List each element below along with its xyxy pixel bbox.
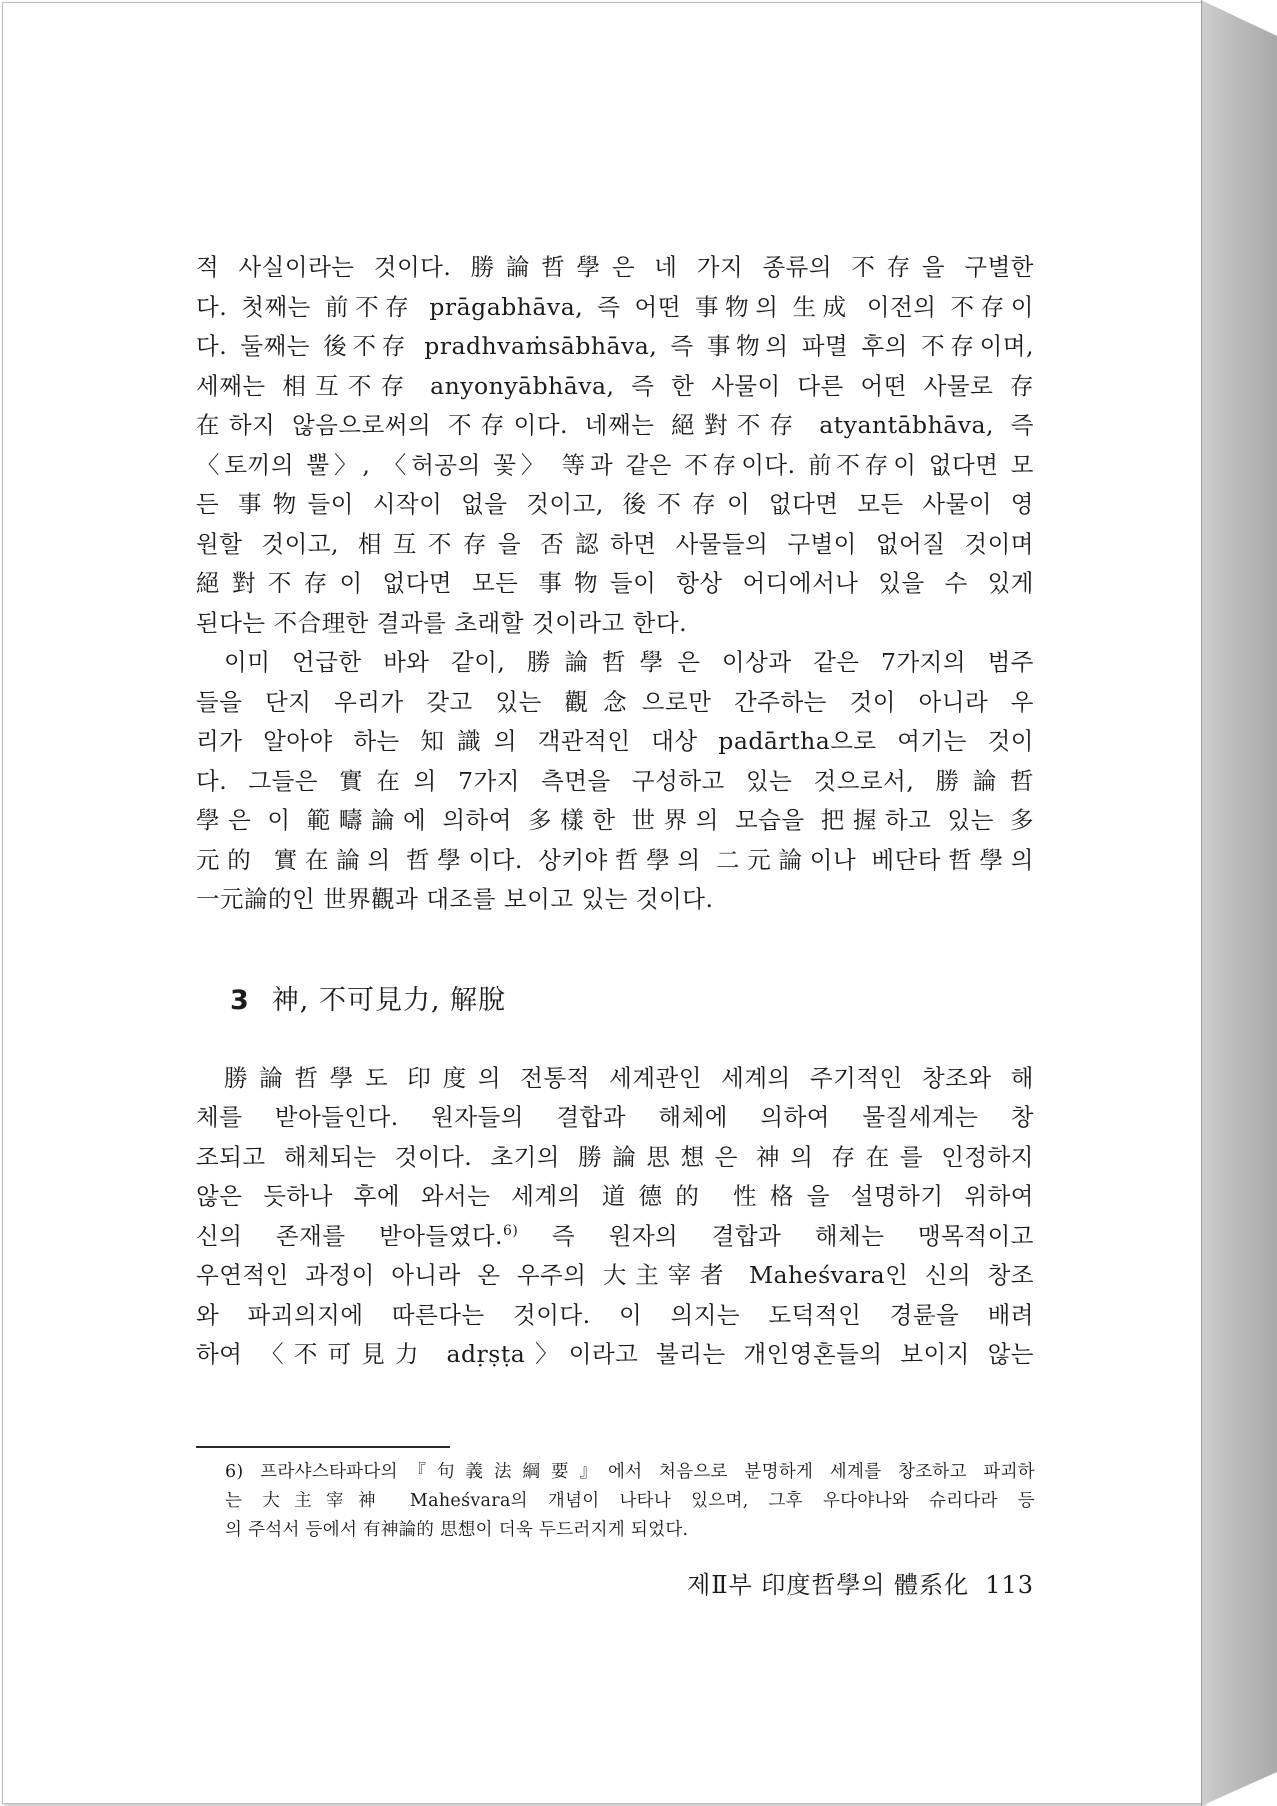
section-title: 神, 不可見力, 解脫 — [271, 984, 507, 1016]
text-line: 〈토끼의 뿔〉, 〈허공의 꽃〉 等과 같은 不存이다. 前不存이 없다면 모 — [196, 450, 1034, 479]
page-number: 113 — [985, 1571, 1034, 1599]
text-line: 조되고 해체되는 것이다. 초기의 勝論思想은 神의 存在를 인정하지 — [196, 1142, 1034, 1171]
text-line: 다. 그들은 實在의 7가지 측면을 구성하고 있는 것으로서, 勝論哲 — [196, 766, 1034, 795]
footnote-line: 의 주석서 등에서 有神論的 思想이 더욱 두드러지게 되었다. — [225, 1520, 689, 1540]
body-text — [196, 248, 1034, 1375]
text-fragment: 신의 존재를 받아들였다. — [196, 1221, 504, 1250]
text-line-with-note — [196, 1217, 1034, 1257]
section-heading — [230, 978, 1034, 1017]
text-line: 원할 것이고, 相互不存을 否認하면 사물들의 구별이 없어질 것이며 — [196, 529, 1034, 558]
text-line: 리가 알아야 하는 知識의 객관적인 대상 padārtha으로 여기는 것이 — [196, 727, 1034, 755]
text-line: 않은 듯하나 후에 와서는 세계의 道德的 性格을 설명하기 위하여 — [196, 1182, 1034, 1210]
text-line: 在하지 않음으로써의 不存이다. 네째는 絕對不存 atyantābhāva, 즉 — [196, 411, 1034, 439]
text-line: 學은 이 範疇論에 의하여 多樣한 世界의 모습을 把握하고 있는 多 — [196, 806, 1034, 834]
text-line: 하여 〈不可見力 adṛṣṭa〉이라고 불리는 개인영혼들의 보이지 않는 — [196, 1340, 1034, 1368]
footnote-rule — [196, 1446, 450, 1448]
footnote-line: 는 大主宰神 Maheśvara의 개념이 나타나 있으며, 그후 우다야나와 슈리다라 등 — [225, 1491, 1035, 1511]
paragraph-2 — [196, 643, 1034, 920]
footnote — [225, 1458, 1035, 1545]
page-edge-line — [1201, 0, 1202, 1806]
page-edge — [1201, 0, 1277, 1806]
text-line: 一元論的인 世界觀과 대조를 보이고 있는 것이다. — [196, 885, 714, 913]
text-line: 적 사실이라는 것이다. 勝論哲學은 네 가지 종류의 不存을 구별한 — [196, 253, 1034, 281]
text-line: 우연적인 과정이 아니라 온 우주의 大主宰者 Maheśvara인 신의 창조 — [196, 1261, 1034, 1289]
footnote-line: 6) 프라샤스타파다의『句義法綱要』에서 처음으로 분명하게 세계를 창조하고 파괴하 — [225, 1462, 1035, 1482]
paragraph-1 — [196, 248, 1034, 643]
text-line: 다. 첫째는 前不存 prāgabhāva, 즉 어떤 事物의 生成 이전의 不存이 — [196, 292, 1034, 321]
paragraph-3 — [196, 1059, 1034, 1375]
running-head: 제Ⅱ부 印度哲學의 體系化 — [687, 1571, 970, 1599]
text-line: 된다는 不合理한 결과를 초래할 것이라고 한다. — [196, 608, 688, 637]
text-line: 이미 언급한 바와 같이, 勝論哲學은 이상과 같은 7가지의 범주 — [224, 648, 1034, 676]
text-fragment: 즉 원자의 결합과 해체는 맹목적이고 — [518, 1221, 1034, 1250]
text-line: 다. 둘째는 後不存 pradhvaṁsābhāva, 즉 事物의 파멸 후의 不存이며, — [196, 332, 1034, 360]
running-footer — [648, 1565, 1034, 1600]
text-line: 元的 實在論의 哲學이다. 상키야哲學의 二元論이나 베단타哲學의 — [196, 845, 1034, 874]
text-line: 체를 받아들인다. 원자들의 결합과 해체에 의하여 물질세계는 창 — [196, 1103, 1034, 1131]
text-line: 든 事物들이 시작이 없을 것이고, 後不存이 없다면 모든 사물이 영 — [196, 490, 1034, 518]
footnote-ref[interactable]: 6) — [503, 1222, 519, 1239]
text-line: 勝論哲學도 印度의 전통적 세계관인 세계의 주기적인 창조와 해 — [224, 1063, 1034, 1092]
text-line: 絕對不存이 없다면 모든 事物들이 항상 어디에서나 있을 수 있게 — [196, 569, 1034, 597]
text-line: 세째는 相互不存 anyonyābhāva, 즉 한 사물이 다른 어떤 사물로 存 — [196, 371, 1034, 400]
section-number: 3 — [230, 984, 250, 1016]
text-line: 와 파괴의지에 따른다는 것이다. 이 의지는 도덕적인 경륜을 배려 — [196, 1300, 1034, 1329]
text-line: 들을 단지 우리가 갖고 있는 觀念으로만 간주하는 것이 아니라 우 — [196, 687, 1034, 716]
